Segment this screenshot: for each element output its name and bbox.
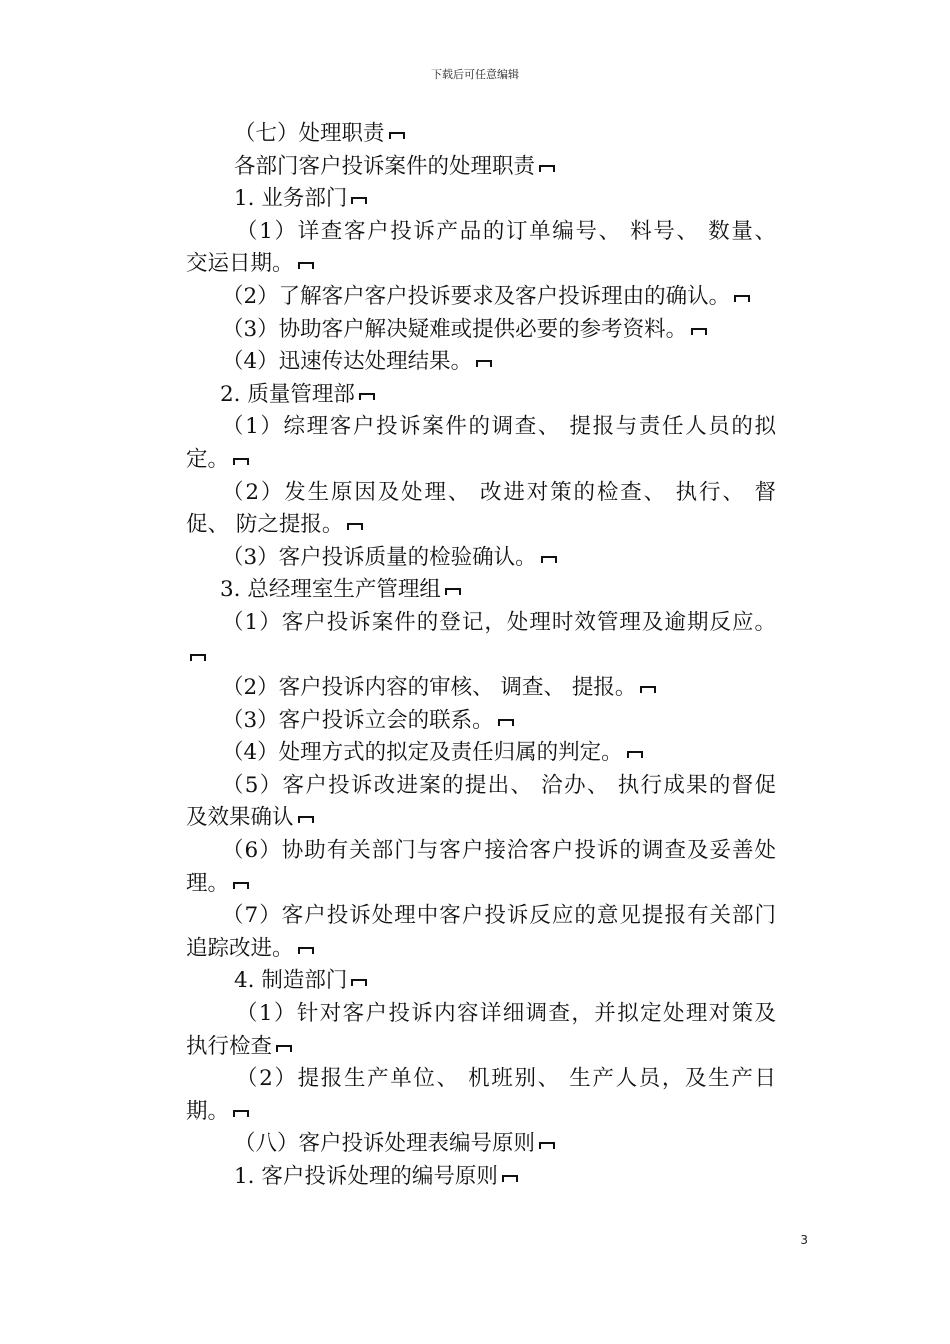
subsection-heading: 1. 客户投诉处理的编号原则: [186, 1161, 776, 1194]
list-item-line: （2）提报生产单位、 机班别、 生产人员，及生产日: [236, 1066, 776, 1092]
paragraph-mark-icon: [500, 1176, 520, 1184]
paragraph-mark-icon: [539, 557, 559, 565]
paragraph-mark-icon: [349, 980, 369, 988]
list-item-continuation: 理。: [186, 868, 776, 901]
paragraph-mark-icon: [689, 329, 709, 337]
paragraph-mark-icon: [387, 133, 407, 141]
subsection-heading: 3. 总经理室生产管理组: [186, 574, 776, 607]
list-item-line: （2）客户投诉内容的审核、 调查、 提报。: [186, 672, 776, 705]
paragraph-mark-icon: [296, 817, 316, 825]
list-item-line: （3）客户投诉立会的联系。: [186, 705, 776, 738]
paragraph-line: 各部门客户投诉案件的处理职责: [186, 151, 776, 184]
paragraph-mark-icon: [296, 263, 316, 271]
paragraph-mark-icon: [345, 524, 365, 532]
paragraph-mark-icon: [625, 752, 645, 760]
paragraph-mark-icon: [231, 459, 251, 467]
list-item-continuation: [186, 640, 776, 673]
paragraph-mark-icon: [349, 198, 369, 206]
paragraph-mark-icon: [357, 394, 377, 402]
list-item-line: （4）迅速传达处理结果。: [186, 346, 776, 379]
list-item-line: （5）客户投诉改进案的提出、 洽办、 执行成果的督促: [222, 772, 776, 798]
paragraph-mark-icon: [732, 296, 752, 304]
list-item-line: （1）详查客户投诉产品的订单编号、 料号、 数量、: [236, 218, 776, 244]
list-item-line: （3）协助客户解决疑难或提供必要的参考资料。: [186, 314, 776, 347]
subsection-heading: 4. 制造部门: [186, 965, 776, 998]
list-item-continuation: 执行检查: [186, 1031, 776, 1064]
list-item-line: （2）了解客户客户投诉要求及客户投诉理由的确认。: [186, 281, 776, 314]
list-item-continuation: 及效果确认: [186, 802, 776, 835]
page-header: 下载后可任意编辑: [431, 68, 519, 81]
paragraph-mark-icon: [231, 1111, 251, 1119]
paragraph-mark-icon: [188, 655, 208, 663]
list-item-continuation: 促、 防之提报。: [186, 509, 776, 542]
paragraph-mark-icon: [296, 948, 316, 956]
document-body: [186, 118, 776, 1194]
list-item-line: （1）综理客户投诉案件的调查、 提报与责任人员的拟: [222, 414, 776, 440]
list-item-line: （4）处理方式的拟定及责任归属的判定。: [186, 737, 776, 770]
paragraph-mark-icon: [537, 166, 557, 174]
paragraph-mark-icon: [638, 687, 658, 695]
list-item-continuation: 期。: [186, 1096, 776, 1129]
list-item-continuation: 追踪改进。: [186, 933, 776, 966]
section-heading: （八）客户投诉处理表编号原则: [186, 1128, 776, 1161]
paragraph-mark-icon: [474, 361, 494, 369]
list-item-line: （1）针对客户投诉内容详细调查，并拟定处理对策及: [236, 1001, 776, 1027]
list-item-line: （6）协助有关部门与客户接洽客户投诉的调查及妥善处: [222, 838, 776, 864]
list-item-line: （7）客户投诉处理中客户投诉反应的意见提报有关部门: [222, 903, 776, 929]
subsection-heading: 1. 业务部门: [186, 183, 776, 216]
section-heading: （七）处理职责: [186, 118, 776, 151]
subsection-heading: 2. 质量管理部: [186, 379, 776, 412]
list-item-continuation: 定。: [186, 444, 776, 477]
paragraph-mark-icon: [443, 589, 463, 597]
paragraph-mark-icon: [274, 1046, 294, 1054]
paragraph-mark-icon: [537, 1143, 557, 1151]
list-item-line: （3）客户投诉质量的检验确认。: [186, 542, 776, 575]
list-item-line: （1）客户投诉案件的登记，处理时效管理及逾期反应。: [222, 609, 776, 635]
page-number: 3: [800, 1233, 808, 1247]
paragraph-mark-icon: [231, 883, 251, 891]
paragraph-mark-icon: [496, 720, 516, 728]
list-item-line: （2）发生原因及处理、 改进对策的检查、 执行、 督: [222, 479, 776, 505]
list-item-continuation: 交运日期。: [186, 248, 776, 281]
